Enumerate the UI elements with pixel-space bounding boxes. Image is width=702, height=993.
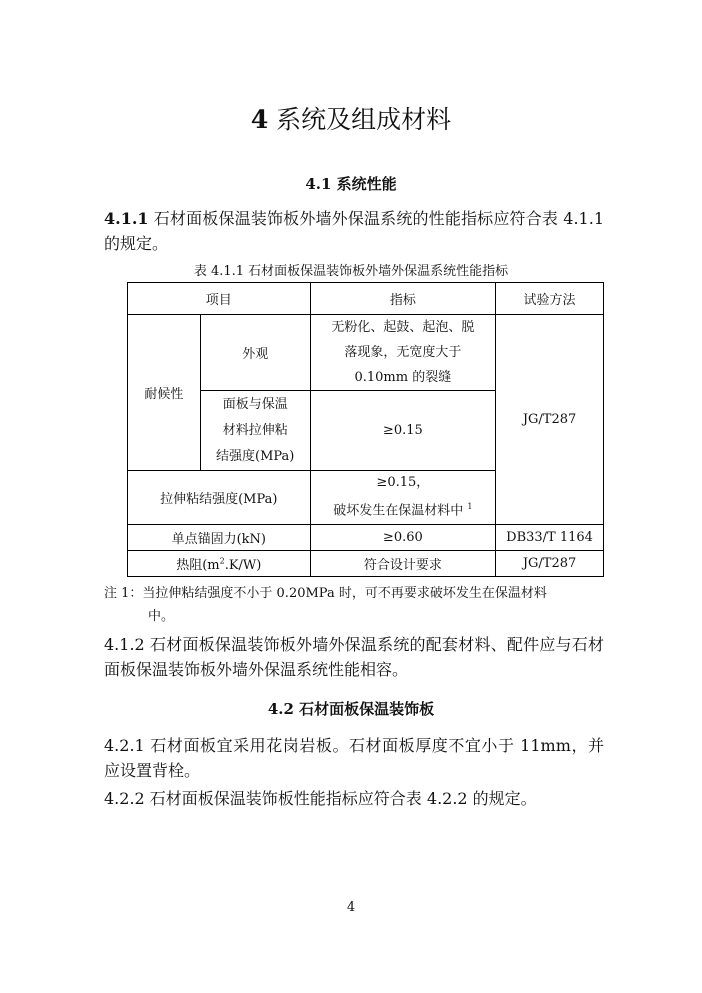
paragraph-4-1-1 <box>104 206 604 256</box>
table-caption: 表 4.1.1 石材面板保温装饰板外墙外保温系统性能指标 <box>193 264 509 279</box>
appearance-label: 外观 <box>200 315 310 391</box>
paragraph-4-2-2: 4.2.2 石材面板保温装饰板性能指标应符合表 4.2.2 的规定。 <box>104 789 537 808</box>
paragraph-4-2-1: 4.2.1 石材面板宜采用花岗岩板。石材面板厚度不宜小于 11mm，并应设置背栓。 <box>104 736 604 780</box>
table-note <box>104 582 604 628</box>
anchor-method: DB33/T 1164 <box>496 525 604 551</box>
chapter-number: 4 <box>250 105 269 134</box>
method-jgt287: JG/T287 <box>496 315 604 525</box>
header-index: 指标 <box>310 283 496 315</box>
panel-bond-label: 面板与保温 材料拉伸粘 结强度(MPa) <box>200 391 310 471</box>
note-line-1: 注 1：当拉伸粘结强度不小于 0.20MPa 时，可不再要求破坏发生在保温材料 <box>104 586 547 601</box>
panel-bond-value: ≥0.15 <box>310 391 496 471</box>
weather-resistance-label: 耐候性 <box>128 315 201 471</box>
section-heading-4-1: 4.1 系统性能 <box>305 175 397 193</box>
header-method: 试验方法 <box>496 283 604 315</box>
page-number: 4 <box>346 900 356 915</box>
tensile-label: 拉伸粘结强度(MPa) <box>128 471 311 525</box>
section-heading-4-2: 4.2 石材面板保温装饰板 <box>267 700 435 718</box>
header-item: 项目 <box>128 283 311 315</box>
note-line-2: 中。 <box>148 609 175 624</box>
appearance-value: 无粉化、起鼓、起泡、脱 落现象，无宽度大于 0.10mm 的裂缝 <box>310 315 496 391</box>
anchor-value: ≥0.60 <box>310 525 496 551</box>
paragraph-4-1-2: 4.1.2 石材面板保温装饰板外墙外保温系统的配套材料、配件应与石材面板保温装饰板外墙外保温系统性能相容。 <box>104 635 604 679</box>
footnote-ref: 1 <box>467 502 473 512</box>
thermal-label: 热阻$(m^2.K/W)$ <box>128 551 311 577</box>
chapter-title: 系统及组成材料 <box>268 105 452 134</box>
thermal-value: 符合设计要求 <box>310 551 496 577</box>
clause-number-4-1-1: 4.1.1 <box>104 209 149 228</box>
thermal-method: JG/T287 <box>496 551 604 577</box>
clause-text-4-1-1: 石材面板保温装饰板外墙外保温系统的性能指标应符合表 4.1.1 的规定。 <box>104 209 604 253</box>
chapter-heading <box>0 100 702 136</box>
anchor-label: 单点锚固力(kN) <box>128 525 311 551</box>
tensile-value: ≥0.15， 破坏发生在保温材料中 $^1$ <box>310 471 496 525</box>
performance-table <box>127 282 604 577</box>
